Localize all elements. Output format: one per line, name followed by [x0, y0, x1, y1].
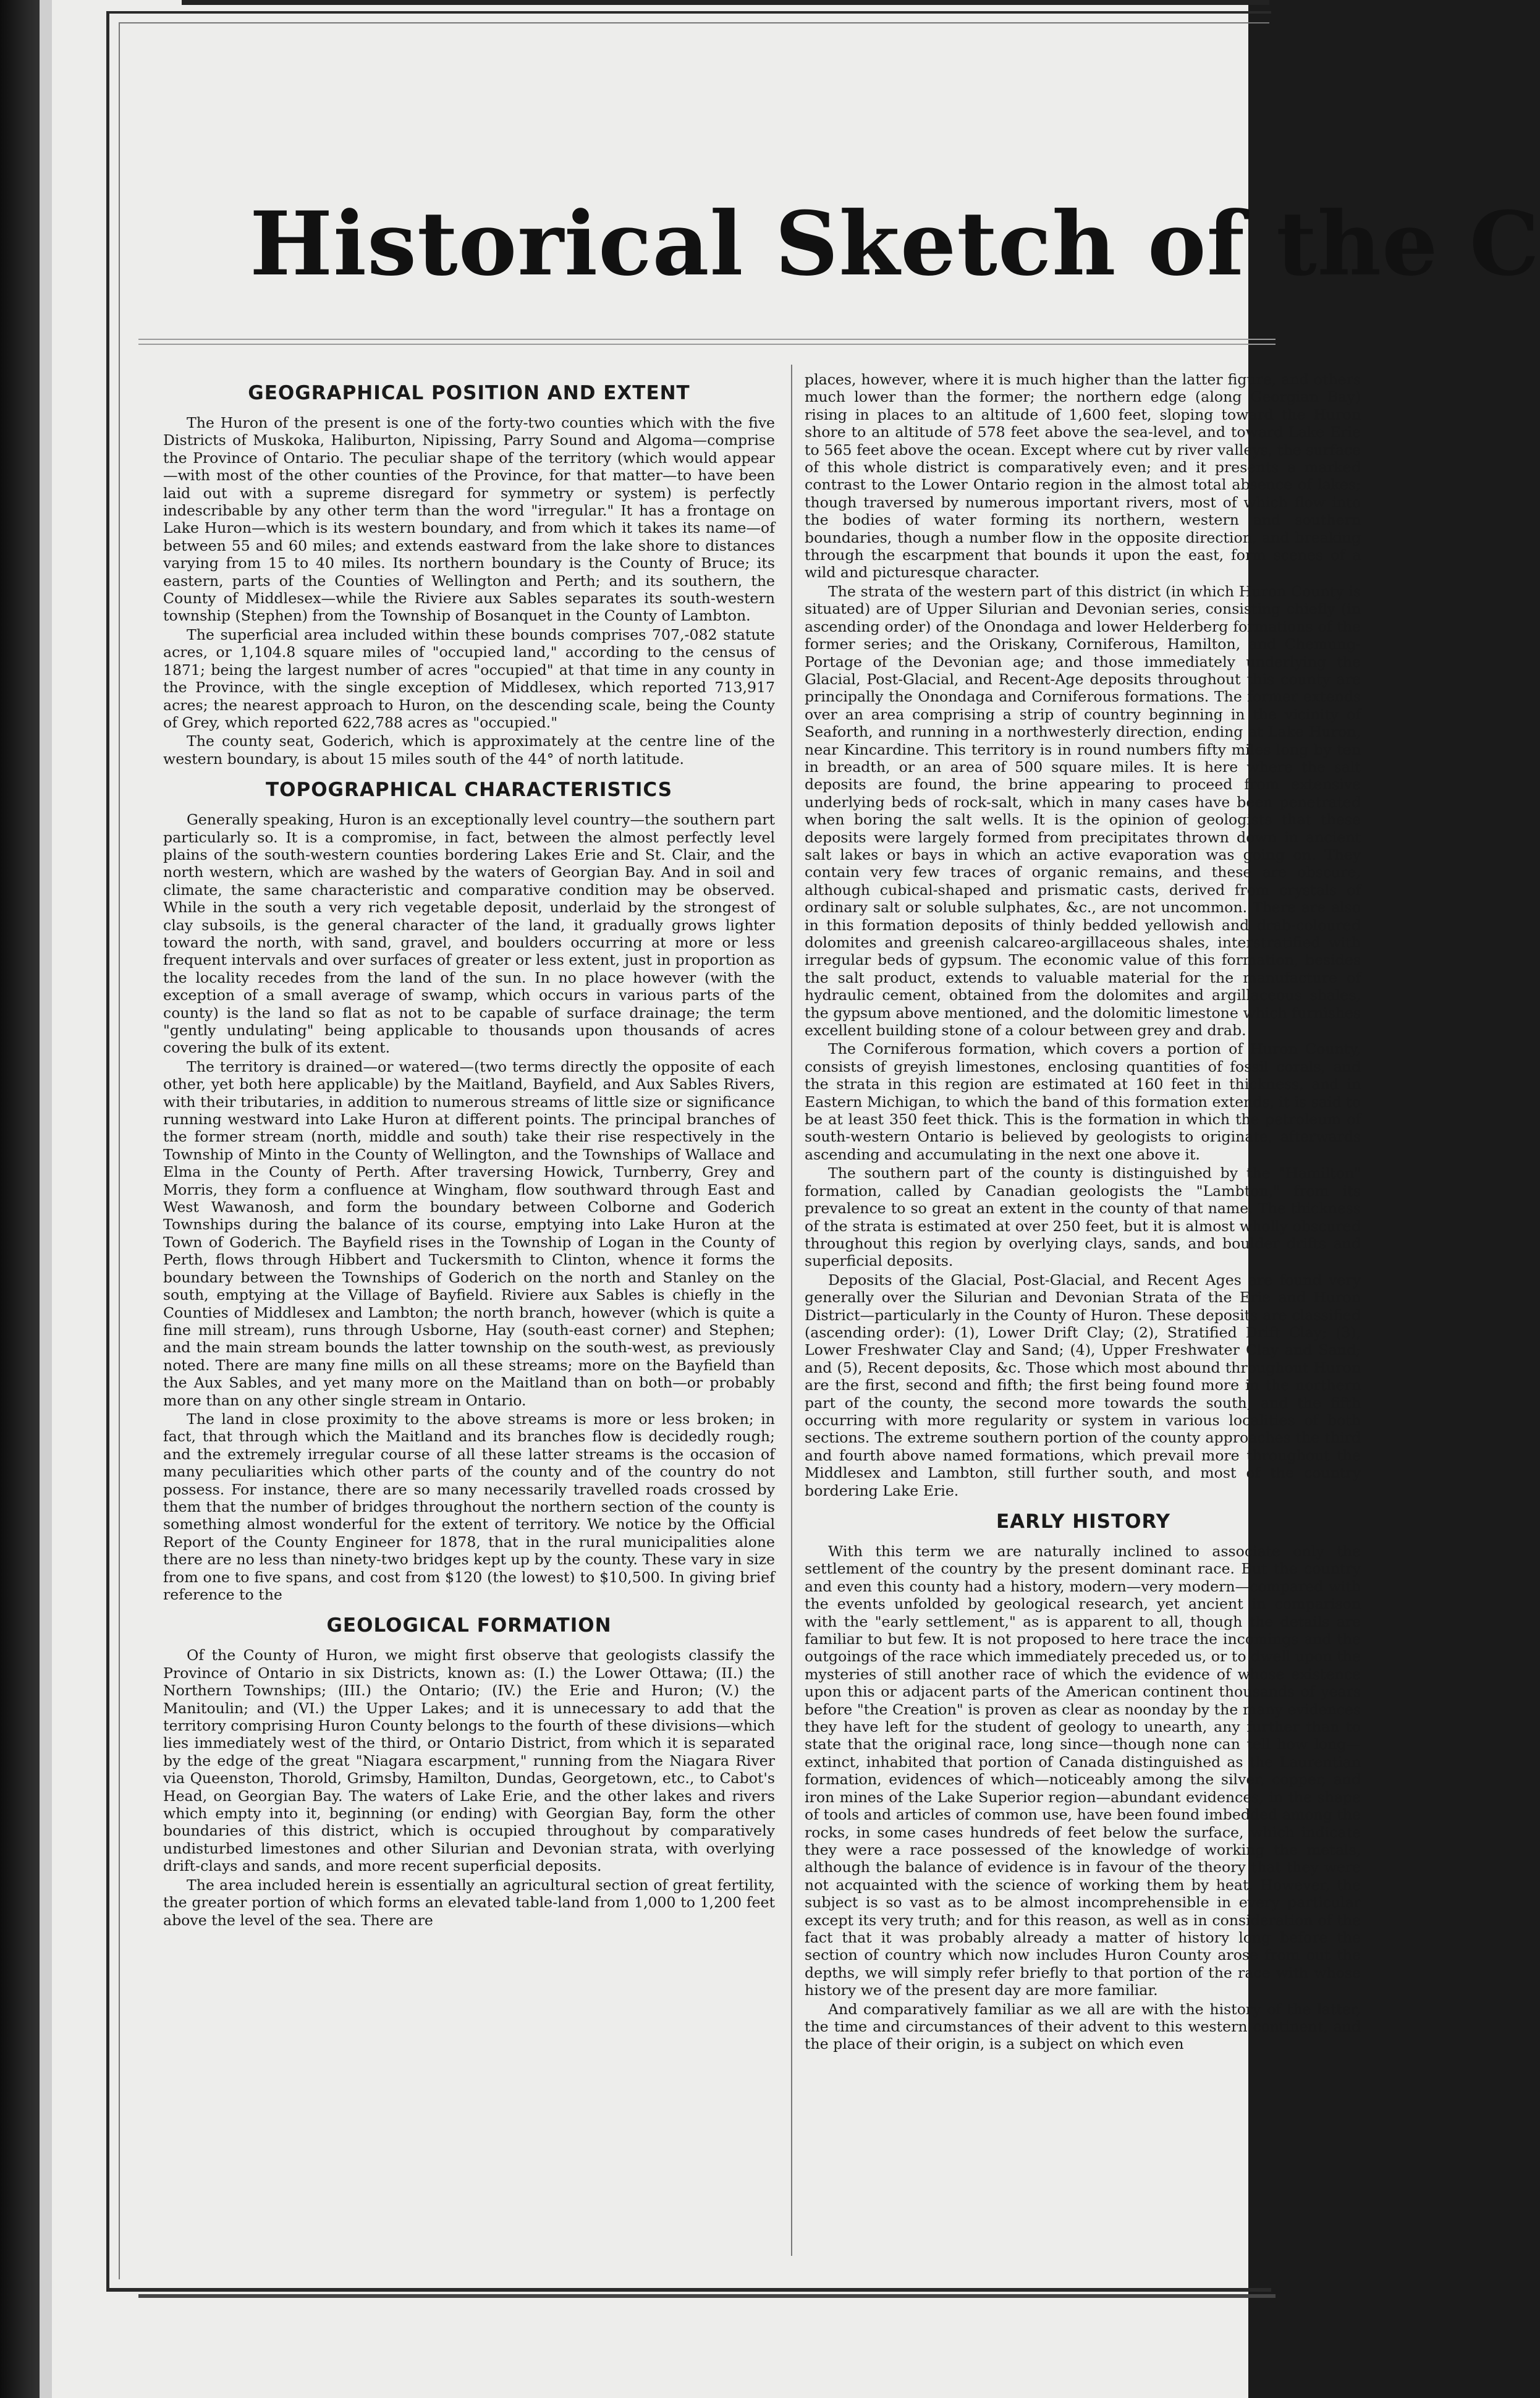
- paragraph: The territory is drained—or watered—(two terms directly the opposite of each other, yet both here applicable) by the Maitland, Bayfield, and Aux Sables Rivers, with their tributaries, in addition to numerous streams of little size or significance running westward into Lake Huron at different points. The principal branches of the former stream (north, middle and south) take their rise respectively in the Township of Minto in the County of Wellington, and the Townships of Wallace and Elma in the County of Perth. After traversing Howick, Turnberry, Grey and Morris, they form a confluence at Wingham, flow southward through East and West Wawanosh, and form the boundary between Colborne and Goderich Townships during the balance of its course, emptying into Lake Huron at the Town of Goderich. The Bayfield rises in the Township of Logan in the County of Perth, flows through Hibbert and Tuckersmith to Clinton, whence it forms the boundary between the Townships of Goderich on the north and Stanley on the south, emptying at the Village of Bayfield. Riviere aux Sables is chiefly in the Counties of Middlesex and Lambton; the north branch, however (which is quite a fine mill stream), runs through Usborne, Hay (south-east corner) and Stephen; and the main stream bounds the latter township on the south-west, as previously noted. There are many fine mills on all these streams; more on the Bayfield than the Aux Sables, and yet many more on the Maitland than on both—or probably more than on any other single stream in Ontario.: [163, 1057, 775, 1409]
- paragraph: Generally speaking, Huron is an exceptionally level country—the southern part particularly so. It is a compromise, in fact, between the almost perfectly level plains of the south-western counties bordering Lakes Erie and St. Clair, and the north western, which are washed by the waters of Georgian Bay. And in soil and climate, the same characteristic and comparative condition may be observed. While in the south a very rich vegetable deposit, underlaid by the strongest of clay subsoils, is the general character of the land, it gradually grows lighter toward the north, with sand, gravel, and boulders occurring at more or less frequent intervals and over surfaces of greater or less extent, just in proportion as the locality recedes from the land of the sun. In no place however (with the exception of a small average of swamp, which occurs in various parts of the county) is the land so flat as not to be capable of surface drainage; the term "gently undulating" being applicable to thousands upon thousands of acres covering the bulk of its extent.: [163, 811, 775, 1057]
- section-geographical: [163, 379, 775, 768]
- column-divider: [791, 365, 792, 2256]
- right-column: [805, 371, 1361, 2256]
- section-heading: GEOGRAPHICAL POSITION AND EXTENT: [248, 382, 690, 404]
- section-heading: GEOLOGICAL FORMATION: [326, 1614, 612, 1637]
- section-geological: [163, 1612, 775, 1929]
- section-heading: EARLY HISTORY: [996, 1510, 1171, 1533]
- paragraph: Deposits of the Glacial, Post-Glacial, and Recent Ages are found very generally over the Silurian and Devonian Strata of the Erie and Huron District—particularly in the County of Huron. These deposits are classified (ascending order): (1), Lower Drift Clay; (2), Stratified Drift Clay; (3), Lower Freshwater Clay and Sand; (4), Upper Freshwater Clay and Sand; and (5), Recent deposits, &c. Those which most abound throughout Huron are the first, second and fifth; the first being found more in the northern part of the county, the second more towards the south, and the fifth occurring with more regularity or system in various localities of both sections. The extreme southern portion of the county approaches the third and fourth above named formations, which prevail more throughout the Middlesex and Lambton, still further south, and most of the country bordering Lake Erie.: [805, 1271, 1361, 1499]
- headline-rule: [138, 339, 1276, 340]
- paragraph: The Corniferous formation, which covers a portion of Huron County, consists of greyish limestones, enclosing quantities of fossil corals, and the strata in this region are estimated at 160 feet in thickness, and in Eastern Michigan, to which the band of this formation extends, it is said to be at least 350 feet thick. This is the formation in which the petroleum of south-western Ontario is believed by geologists to originate, afterwards ascending and accumulating in the next one above it.: [805, 1040, 1361, 1163]
- left-column: [163, 371, 775, 2256]
- paragraph: With this term we are naturally inclined to associate only the settlement of the country by the present dominant race. But the country and even this county had a history, modern—very modern—compared with the events unfolded by geological research, yet ancient in comparison with the "early settlement," as is apparent to all, though the details are familiar to but few. It is not proposed to here trace the incomings and the outgoings of the race which immediately preceded us, or to dwell upon the mysteries of still another race of which the evidence of whose existence upon this or adjacent parts of the American continent thousands of years before "the Creation" is proven as clear as noonday by the many evidences they have left for the student of geology to unearth, any further than to state that the original race, long since—though none can tell how long—extinct, inhabited that portion of Canada distinguished as the Laurentian formation, evidences of which—noticeably among the silver, copper, and iron mines of the Lake Superior region—abundant evidences, in the shape of tools and articles of common use, have been found imbedded among the rocks, in some cases hundreds of feet below the surface, which indicate they were a race possessed of the knowledge of working the metals, although the balance of evidence is in favour of the theory that they were not acquainted with the science of working them by heat. However, the subject is so vast as to be almost incomprehensible in every particular except its very truth; and for this reason, as well as in consideration of the fact that it was probably already a matter of history long before the section of country which now includes Huron County arose from out the depths, we will simply refer briefly to that portion of the race with whose history we of the present day are more familiar.: [805, 1543, 1361, 1999]
- paragraph: The land in close proximity to the above streams is more or less broken; in fact, that through which the Maitland and its branches flow is decidedly rough; and the extremely irregular course of all these latter streams is the occasion of many peculiarities which other parts of the county and of the country do not possess. For instance, there are so many necessarily travelled roads crossed by them that the number of bridges throughout the northern section of the county is something almost wonderful for the extent of territory. We notice by the Official Report of the County Engineer for 1878, that in the rural municipalities alone there are no less than ninety-two bridges kept up by the county. These vary in size from one to five spans, and cost from $120 (the lowest) to $10,500. In giving brief reference to the: [163, 1410, 775, 1603]
- headline-rule-2: [138, 344, 1276, 345]
- newspaper-page: [52, 0, 1540, 2398]
- paragraph: The area included herein is essentially an agricultural section of great fertility, the greater portion of which forms an elevated table-land from 1,000 to 1,200 feet above the level of the sea. There are: [163, 1876, 775, 1929]
- section-heading: TOPOGRAPHICAL CHARACTERISTICS: [265, 779, 673, 802]
- paragraph: The superficial area included within these bounds comprises 707,-082 statute acres, or 1,104.8 square miles of "occupied land," according to the census of 1871; being the largest number of acres "occupied" at that time in any county in the Province, with the single exception of Middlesex, which reported 713,917 acres; the nearest approach to Huron, on the descending scale, being the County of Grey, which reported 622,788 acres as "occupied.": [163, 625, 775, 731]
- paragraph: The southern part of the county is distinguished by the "Hamilton" formation, called by Canadian geologists the "Lambton," from its prevalence to so great an extent in the county of that name. The thickness of the strata is estimated at over 250 feet, but it is almost wholly obscured throughout this region by overlying clays, sands, and boulder drifts and superficial deposits.: [805, 1164, 1361, 1270]
- section-topographical: [163, 776, 775, 1603]
- scan-edge-highlight: [40, 0, 52, 2398]
- paragraph: Of the County of Huron, we might first observe that geologists classify the Province of Ontario in six Districts, known as: (I.) the Lower Ottawa; (II.) the Northern Townships; (III.) the Ontario; (IV.) the Erie and Huron; (V.) the Manitoulin; and (VI.) the Upper Lakes; and it is unnecessary to add that the territory comprising Huron County belongs to the fourth of these divisions—which lies immediately west of the third, or Ontario District, from which it is separated by the edge of the great "Niagara escarpment," running from the Niagara River via Queenston, Thorold, Grimsby, Hamilton, Dundas, Georgetown, etc., to Cabot's Head, on Georgian Bay. The waters of Lake Erie, and the other lakes and rivers which empty into it, beginning (or ending) with Georgian Bay, form the other boundaries of this district, which is occupied throughout by comparatively undisturbed limestones and other Silurian and Devonian strata, with overlying drift-clays and sands, and more recent superficial deposits.: [163, 1646, 775, 1875]
- paragraph: places, however, where it is much higher than the latter figure, and others much lower than the former; the northern edge (along Georgian Bay) rising in places to an altitude of 1,600 feet, sloping toward the Huron shore to an altitude of 578 feet above the sea-level, and toward Lake Erie to 565 feet above the ocean. Except where cut by river valleys, the surface of this whole district is comparatively even; and it presents a marked contrast to the Lower Ontario region in the almost total absence of lakes; though traversed by numerous important rivers, most of which flow into the bodies of water forming its northern, western and southern boundaries, though a number flow in the opposite direction, and breaking through the escarpment that bounds it upon the east, form scenes of a wild and picturesque character.: [805, 371, 1361, 582]
- paragraph: The Huron of the present is one of the forty-two counties which with the five Districts of Muskoka, Haliburton, Nipissing, Parry Sound and Algoma—comprise the Province of Ontario. The peculiar shape of the territory (which would appear—with most of the other counties of the Province, for that matter—to have been laid out with a supreme disregard for symmetry or system) is perfectly indescribable by any other term than the word "irregular." It has a frontage on Lake Huron—which is its western boundary, and from which it takes its name—of between 55 and 60 miles; and extends eastward from the lake shore to distances varying from 15 to 40 miles. Its northern boundary is the County of Bruce; its eastern, parts of the Counties of Wellington and Perth; and its southern, the County of Middlesex—while the Riviere aux Sables separates its south-western township (Stephen) from the Township of Bosanquet in the County of Lambton.: [163, 414, 775, 625]
- section-early-history: [805, 1508, 1361, 2053]
- paragraph: The county seat, Goderich, which is approximately at the centre line of the western boundary, is about 15 miles south of the 44° of north latitude.: [163, 732, 775, 768]
- paragraph: The strata of the western part of this district (in which Huron County is situated) are of Upper Silurian and Devonian series, consisting chiefly (in ascending order) of the Onondaga and lower Helderberg formations of the former series; and the Oriskany, Corniferous, Hamilton, and Chemung-Portage of the Devonian age; and those immediately underlying the Glacial, Post-Glacial, and Recent-Age deposits throughout this county are principally the Onondaga and Corniferous formations. The former extends over an area comprising a strip of country beginning in the vicinity of Seaforth, and running in a northwesterly direction, ending at Lake Huron, near Kincardine. This territory is in round numbers fifty miles long by ten in breadth, or an area of 500 square miles. It is here where the salt deposits are found, the brine appearing to proceed from extensive underlying beds of rock-salt, which in many cases have been penetrated when boring the salt wells. It is the opinion of geologists that these deposits were largely formed from precipitates thrown down in ancient salt lakes or bays in which an active evaporation was going on. They contain very few traces of organic remains, and these are obscure, although cubical-shaped and prismatic casts, derived from crystals of ordinary salt or soluble sulphates, &c., are not uncommon. There are also in this formation deposits of thinly bedded yellowish and drab-coloured dolomites and greenish calcareo-argillaceous shales, interstratified with irregular beds of gypsum. The economic value of this formation, besides the salt product, extends to valuable material for the manufacture of hydraulic cement, obtained from the dolomites and argillaceous shales, the gypsum above mentioned, and the dolomitic limestone which furnishes excellent building stone of a colour between grey and drab.: [805, 582, 1361, 1040]
- top-rule: [182, 0, 1269, 5]
- bottom-rule: [138, 2294, 1276, 2298]
- page-headline: Historical Sketch of the C: [250, 193, 1540, 295]
- paragraph: And comparatively familiar as we all are with the history of the latter, the time and circumstances of their advent to this western continent, and the place of their origin, is a subject on which even: [805, 2000, 1361, 2053]
